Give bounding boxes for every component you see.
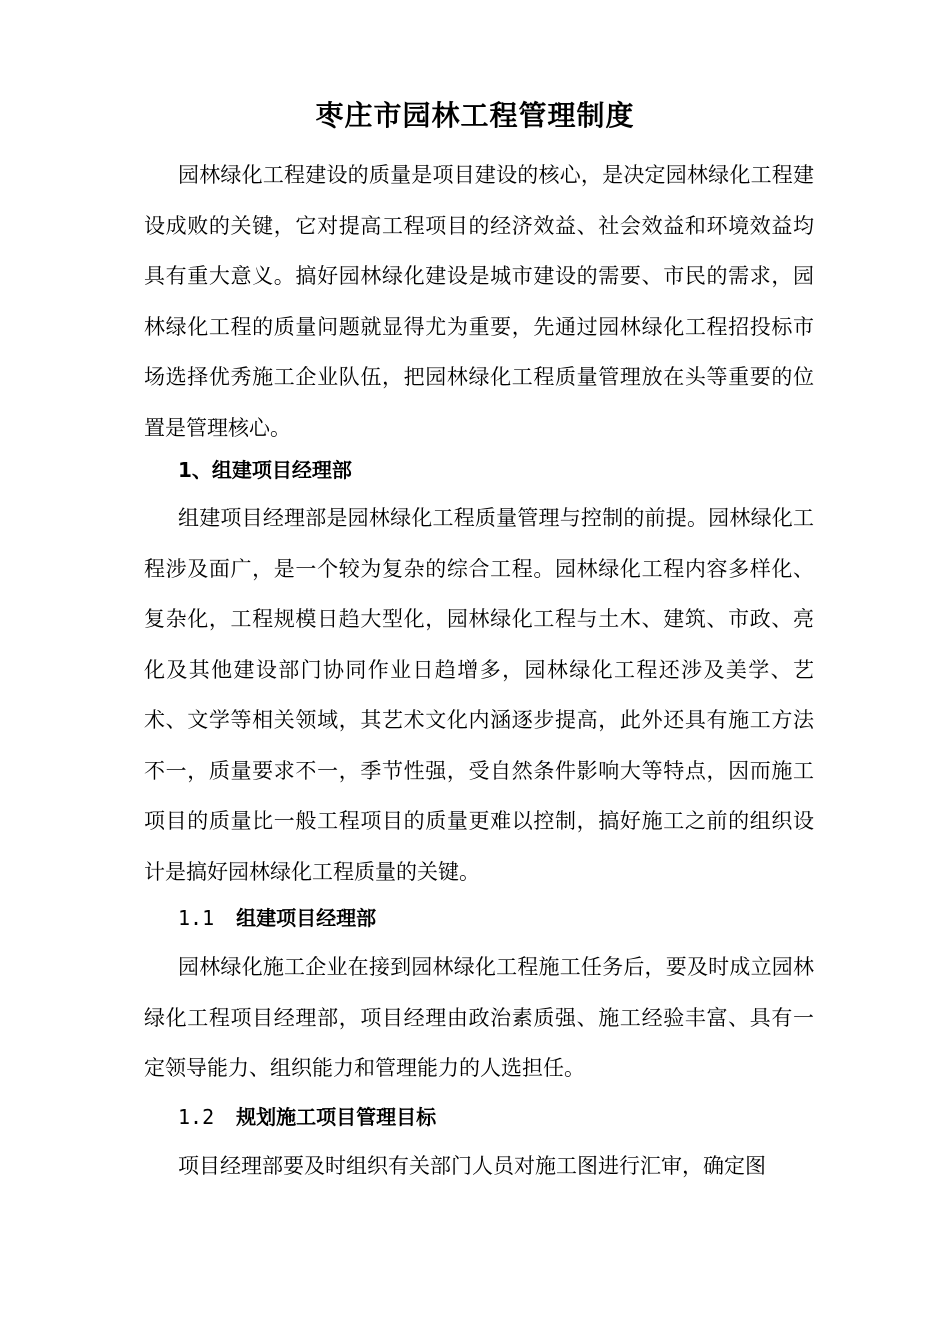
section-1-2-number: 1.2	[178, 1105, 215, 1129]
section-1-1-title: 组建项目经理部	[236, 906, 377, 930]
intro-paragraph: 园林绿化工程建设的质量是项目建设的核心，是决定园林绿化工程建设成败的关键，它对提高工程项目的经济效益、社会效益和环境效益均具有重大意义。搞好园林绿化建设是城市建设的需要、市民的需求，园林绿化工程的质量问题就显得尤为重要，先通过园林绿化工程招投标市场选择优秀施工企业队伍，把园林绿化工程质量管理放在头等重要的位置是管理核心。	[144, 163, 814, 440]
section-1-1-paragraph: 园林绿化施工企业在接到园林绿化工程施工任务后，要及时成立园林绿化工程项目经理部，项目经理由政治素质强、施工经验丰富、具有一定领导能力、组织能力和管理能力的人选担任。	[144, 955, 814, 1080]
section-1-1-heading	[178, 903, 376, 933]
section-1-1-number: 1.1	[178, 906, 215, 930]
section-1-2-paragraph: 项目经理部要及时组织有关部门人员对施工图进行汇审，确定图	[178, 1154, 766, 1178]
document-title: 枣庄市园林工程管理制度	[315, 99, 635, 132]
section-1-2-heading	[178, 1102, 436, 1132]
section-1-heading: 1、组建项目经理部	[178, 458, 352, 482]
section-1-paragraph: 组建项目经理部是园林绿化工程质量管理与控制的前提。园林绿化工程涉及面广，是一个较为复杂的综合工程。园林绿化工程内容多样化、复杂化，工程规模日趋大型化，园林绿化工程与土木、建筑、市政、亮化及其他建设部门协同作业日趋增多，园林绿化工程还涉及美学、艺术、文学等相关领域，其艺术文化内涵逐步提高，此外还具有施工方法不一，质量要求不一，季节性强，受自然条件影响大等特点，因而施工项目的质量比一般工程项目的质量更难以控制，搞好施工之前的组织设计是搞好园林绿化工程质量的关键。	[144, 506, 814, 884]
section-1-2-title: 规划施工项目管理目标	[236, 1105, 437, 1129]
